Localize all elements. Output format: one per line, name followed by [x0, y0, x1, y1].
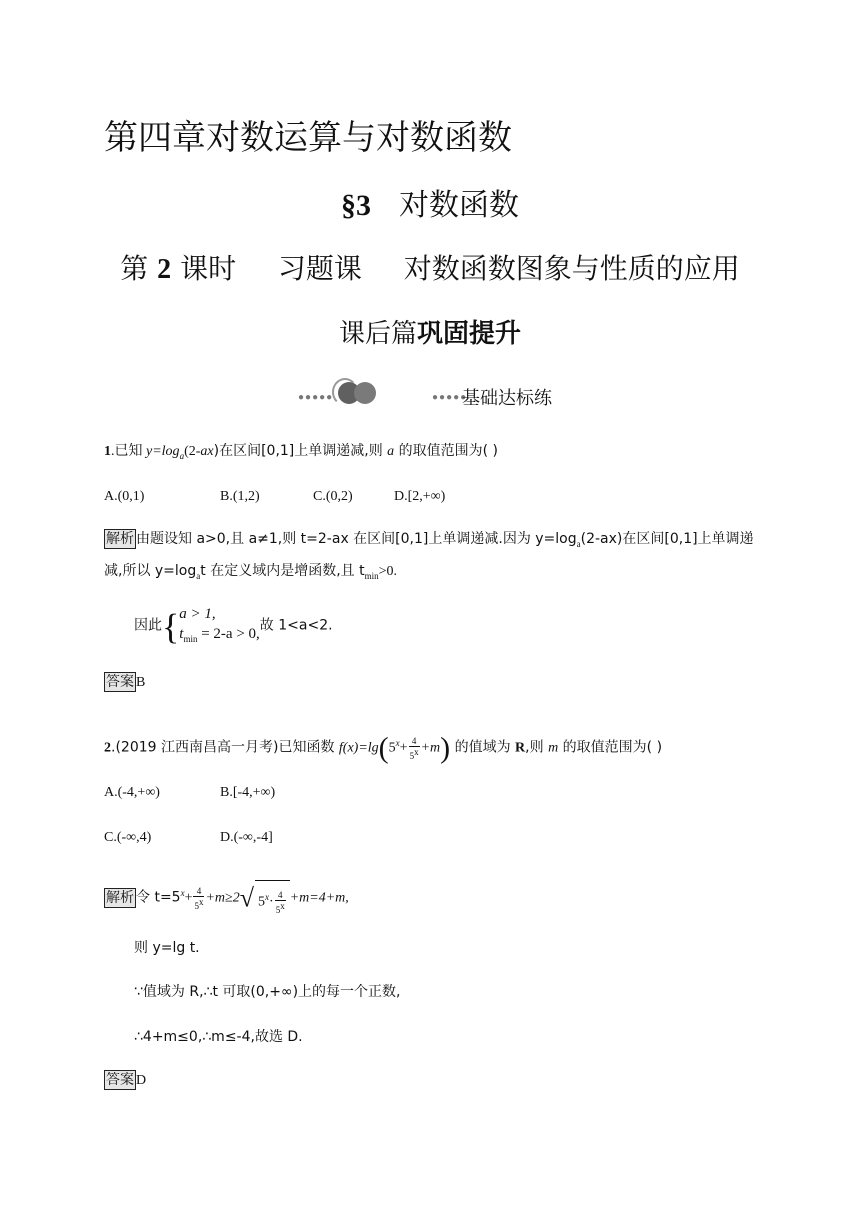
q1-sys-t: t — [179, 626, 184, 642]
q1-stem-d: ax — [200, 444, 214, 459]
q1-option-a: A.(0,1) — [104, 489, 145, 504]
q1-analysis-text1-end: (2-ax)在区间[0,1]上单调递 — [580, 531, 754, 547]
q2-analysis-a: 令 t=5 — [136, 889, 181, 906]
lesson-heading — [0, 247, 860, 287]
q1-analysis-text2a: 减,所以 y=log — [104, 563, 197, 579]
dots-right-decoration: ●●●●● — [432, 392, 468, 403]
lesson-type: 习题课 — [277, 252, 362, 285]
q2-stem — [104, 728, 662, 764]
q2-stem-c: 5 — [388, 740, 396, 756]
q2-analysis-line4: ∴4+m≤0,∴m≤-4,故选 D. — [134, 1029, 303, 1045]
q2-analysis-b: + — [184, 890, 193, 906]
q1-analysis-text1: 由题设知 a>0,且 a≠1,则 t=2-ax 在区间[0,1]上单调递减.因为 y=log — [136, 531, 577, 547]
q2-frac-den-base: 5 — [409, 750, 415, 761]
q2-stem-b: f(x)=lg — [338, 740, 379, 756]
after-class-bold: 巩固提升 — [417, 319, 522, 349]
q1-answer-value: B — [136, 675, 146, 690]
q2-analysis-sup: x — [180, 888, 185, 898]
q2-option-c: C.(-∞,4) — [104, 830, 152, 845]
q2-analysis-frac-den-sup: x — [198, 896, 204, 907]
q2-number: 2 — [104, 740, 111, 756]
section-banner — [298, 378, 598, 412]
q1-option-b: B.(1,2) — [220, 489, 260, 504]
q1-analysis-sub3: min — [364, 570, 379, 581]
q1-analysis-sub1: a — [576, 538, 581, 549]
q1-stem-e: )在区间[0,1]上单调递减,则 — [213, 443, 388, 459]
paren-left-icon: ( — [378, 731, 389, 765]
q2-answer-value: D — [136, 1073, 147, 1088]
dots-left-decoration: ●●●●● — [298, 392, 334, 403]
q1-system-lines — [179, 604, 260, 649]
sqrt-icon: √ — [239, 883, 255, 913]
q1-option-d: D.[2,+∞) — [394, 489, 446, 504]
q2-analysis-d: +m=4+m, — [289, 890, 349, 906]
lesson-number: 2 — [157, 254, 172, 285]
q1-sys-sub: min — [183, 634, 198, 644]
q1-conclusion: 故 1<a<2. — [259, 617, 333, 634]
answer-tag: 答案 — [106, 674, 134, 690]
q2-stem-a: .(2019 江西南昌高一月考)已知函数 — [111, 739, 339, 756]
q2-stem-d: +m — [420, 740, 441, 756]
q2-sqrt — [255, 880, 290, 918]
q2-sqrt-a: 5 — [258, 894, 266, 910]
q2-sqrt-frac-den — [275, 901, 286, 915]
q2-option-a: A.(-4,+∞) — [104, 785, 160, 800]
answer-tag-2: 答案 — [106, 1072, 134, 1088]
q1-sys-line2: = 2-a > 0, — [197, 626, 260, 642]
section-title: 对数函数 — [399, 188, 519, 223]
q2-answer — [104, 1070, 146, 1091]
q1-stem-b: y=log — [146, 444, 180, 459]
q2-option-b: B.[-4,+∞) — [220, 785, 276, 800]
q1-number: 1 — [104, 444, 111, 459]
circle-icon-2 — [354, 382, 376, 404]
section-heading — [0, 180, 860, 224]
q2-sqrt-frac-den-sup: x — [280, 900, 285, 911]
brace-icon: { — [162, 606, 180, 647]
lesson-title: 对数函数图象与性质的应用 — [403, 252, 740, 285]
q2-option-d: D.(-∞,-4] — [220, 830, 273, 845]
q2-sqrt-frac-num: 4 — [275, 890, 286, 901]
q1-option-c: C.(0,2) — [313, 489, 353, 504]
section-number: §3 — [341, 189, 371, 222]
q2-sqrt-frac-den-base: 5 — [275, 904, 281, 915]
q2-stem-plus: + — [399, 740, 408, 756]
paren-right-icon: ) — [440, 731, 451, 765]
q2-stem-f: ,则 — [525, 739, 549, 756]
banner-label: 基础达标练 — [462, 388, 552, 409]
q2-stem-e: 的值域为 — [450, 739, 516, 756]
q2-frac-den — [409, 747, 420, 761]
lesson-prefix: 第 — [120, 252, 149, 285]
q1-stem-g: 的取值范围为( ) — [394, 443, 498, 459]
q1-stem — [104, 441, 498, 466]
q2-sqrt-fraction — [275, 890, 286, 915]
q2-stem-R: R — [515, 740, 526, 756]
q2-sqrt-b: · — [269, 894, 274, 910]
lesson-suffix: 课时 — [180, 252, 237, 285]
q2-frac-den-sup: x — [414, 746, 419, 757]
q2-stem-g: 的取值范围为( ) — [558, 739, 663, 756]
q2-fraction — [409, 736, 420, 761]
q2-analysis-fraction — [193, 886, 204, 911]
q1-stem-f: a — [387, 444, 395, 459]
q1-system — [134, 604, 333, 649]
q1-stem-sub: a — [179, 450, 185, 461]
q1-therefore: 因此 — [134, 617, 162, 634]
q2-analysis-line3: ∵值域为 R,∴t 可取(0,+∞)上的每一个正数, — [134, 984, 401, 1000]
q1-stem-c: (2- — [184, 444, 201, 459]
q2-analysis-frac-den-base: 5 — [194, 900, 199, 911]
q1-analysis-text2b: t 在定义域内是增函数,且 t — [200, 563, 365, 579]
q2-sqrt-sup: x — [265, 891, 270, 902]
analysis-tag: 解析 — [106, 531, 134, 547]
q2-stem-m: m — [548, 740, 559, 756]
q1-analysis-sub2: a — [196, 570, 201, 581]
q2-stem-c-sup: x — [395, 738, 400, 748]
q1-analysis-text2c: >0. — [378, 564, 398, 579]
q2-analysis-frac-den — [193, 897, 204, 911]
chapter-title: 第四章对数运算与对数函数 — [104, 118, 512, 158]
q2-analysis-c: +m≥2 — [205, 890, 240, 906]
q1-analysis-line1 — [104, 529, 754, 554]
q1-answer — [104, 672, 145, 693]
q2-analysis-line1 — [104, 878, 349, 917]
q1-sys-line1: a > 1, — [179, 606, 216, 622]
after-class-heading — [0, 313, 860, 350]
analysis-tag-2: 解析 — [106, 889, 134, 906]
q1-stem-a: .已知 — [111, 444, 146, 459]
q2-analysis-line2: 则 y=lg t. — [134, 940, 200, 956]
after-class-normal: 课后篇 — [338, 319, 417, 349]
q2-frac-num: 4 — [409, 736, 420, 747]
q1-analysis-line2 — [104, 561, 397, 586]
q2-analysis-frac-num: 4 — [193, 886, 204, 897]
